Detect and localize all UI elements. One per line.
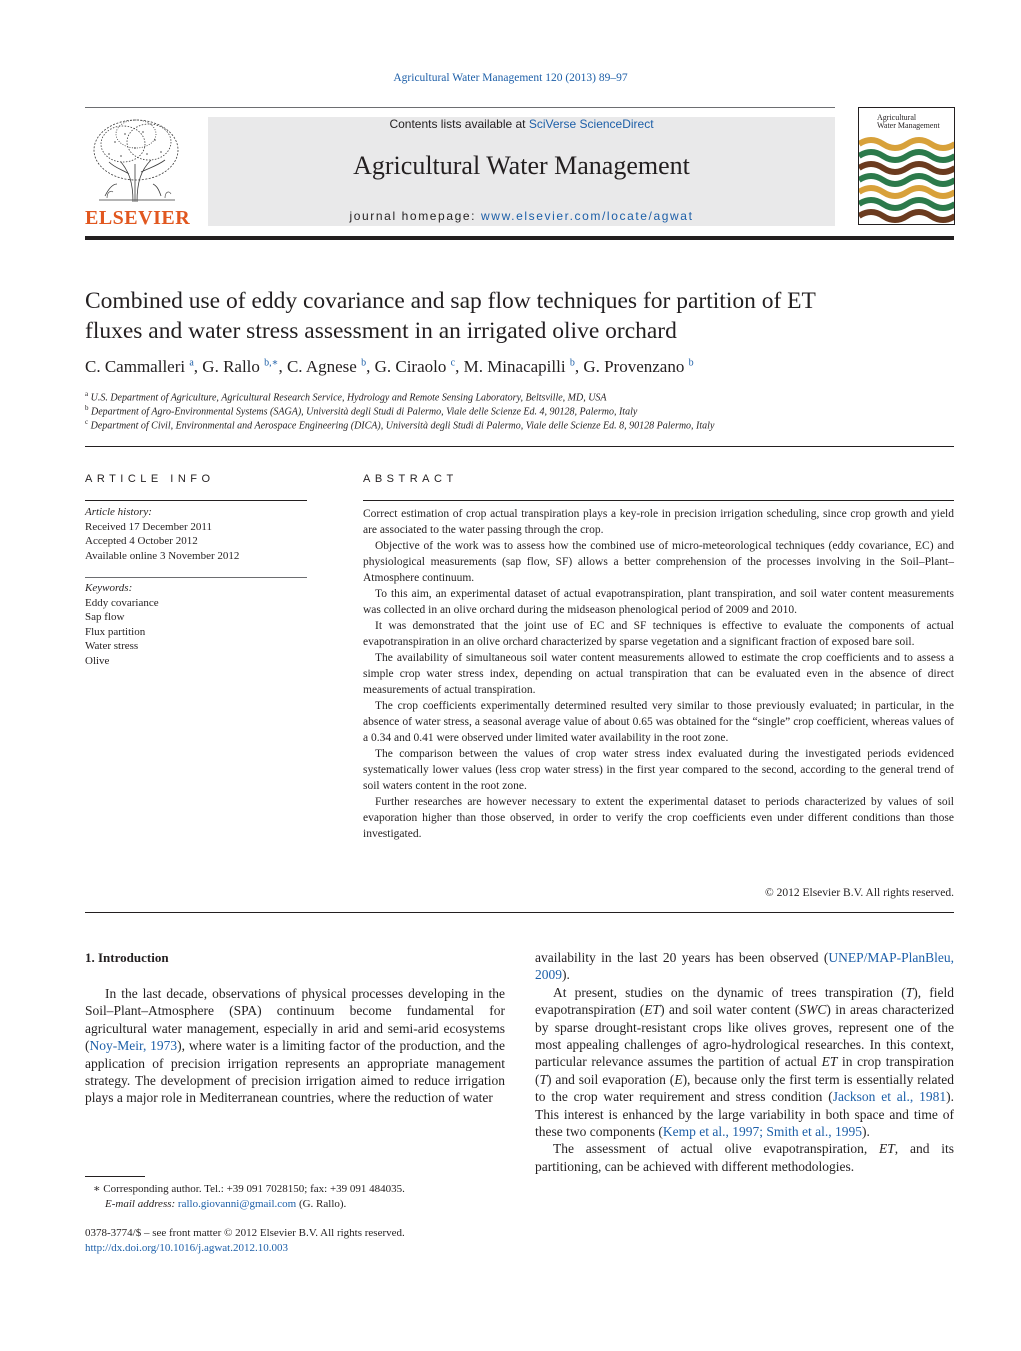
doi-link[interactable] [85,1241,505,1256]
keyword: Sap flow [85,611,125,623]
body-paragraph: The assessment of actual olive evapotranspiration, ET, and its partitioning, can be achieved with different methodologies. [535,1141,954,1174]
body-column-left [85,985,505,1107]
author[interactable]: C. Agnese $^b$ [286,357,367,376]
author[interactable]: G. Provenzano $^b$ [583,357,694,376]
citation-link[interactable]: Jackson et al., 1981 [832,1089,947,1105]
section-divider [85,446,954,447]
tree-icon [85,112,187,208]
citation-link[interactable]: Noy-Meir, 1973 [89,1038,178,1054]
section-divider [85,912,954,913]
abstract-paragraph: Correct estimation of crop actual transpiration plays a key-role in precision irrigation scheduling, since crop growth and yield are associated to the water passing through the crop. [363,508,954,536]
cover-title-line1: Agricultural [877,113,917,122]
history-received: Received 17 December 2011 [85,520,212,533]
header-divider [85,236,954,240]
abstract-body [363,506,954,842]
article-title [85,286,954,346]
homepage-prefix: journal homepage: [349,209,482,223]
body-paragraph: In the last decade, observations of physical processes developing in the Soil–Plant–Atmosphere (SPA) continuum become fundamental for agricultural water management, especially in arid and semi-arid ecosystems (Noy-Meir, 1973), where water is a limiting factor of the production, and the application of precision irrigation represents an appropriate management strategy. The development of precision irrigation aimed to reduce irrigation plays a major role in Mediterranean countries, where the reduction of water [85,986,505,1106]
keyword: Eddy covariance [85,596,159,609]
cover-pattern-icon [859,136,954,225]
email-line: E-mail address: rallo.giovanni@gmail.com (G. Rallo). [105,1198,347,1210]
citation-link[interactable]: Kemp et al., 1997; Smith et al., 1995 [662,1124,862,1140]
citation-link[interactable]: UNEP/MAP-PlanBleu, 2009 [535,950,954,983]
elsevier-logo [85,112,191,230]
article-title-line2: fluxes and water stress assessment in an irrigated olive orchard [85,318,677,344]
article-title-line1: Combined use of eddy covariance and sap flow techniques for partition of ET [85,288,816,314]
keywords-rule [85,577,307,578]
keywords-label: Keywords: [85,582,133,594]
journal-title: Agricultural Water Management [353,151,690,180]
abstract-copyright: © 2012 Elsevier B.V. All rights reserved. [765,887,954,899]
header-rule [85,107,835,108]
homepage-line [208,209,835,223]
cover-title [877,114,940,130]
body-column-right [535,949,954,1175]
journal-cover-thumbnail [858,107,955,225]
history-accepted: Accepted 4 October 2012 [85,535,198,547]
cover-title-line2: Water Management [877,121,940,130]
doi-url[interactable]: http://dx.doi.org/10.1016/j.agwat.2012.10.003 [85,1242,288,1254]
sciencedirect-link[interactable]: SciVerse ScienceDirect [528,117,654,131]
affiliation: $^a$ U.S. Department of Agriculture, Agricultural Research Service, Hydrology and Remote Sensing Laboratory, Beltsville, MD, USA [85,390,607,404]
abstract-heading: ABSTRACT [363,473,458,485]
abstract-paragraph: It was demonstrated that the joint use of EC and SF techniques is effective to evaluate the components of actual evapotranspiration in an olive orchard characterized by sparse vegetation and a significant fraction of exposed bare soil. [363,620,954,648]
issn-line: 0378-3774/$ – see front matter © 2012 Elsevier B.V. All rights reserved. [85,1227,405,1239]
corresponding-author-note [85,1182,505,1212]
keyword: Water stress [85,640,139,652]
body-paragraph: availability in the last 20 years has been observed (UNEP/MAP-PlanBleu, 2009). [535,950,954,983]
abstract-paragraph: The crop coefficients experimentally determined resulted very similar to those previously evaluated; in particular, in the absence of water stress, a seasonal average value of about 0.65 was obtained for the “single” crop coefficient, whereas values of a 0.34 and 0.41 were observed under limited water availability in the root zone. [363,700,954,744]
author[interactable]: C. Cammalleri $^a$ [85,357,194,376]
keywords [85,581,307,668]
homepage-link[interactable]: www.elsevier.com/locate/agwat [481,209,694,223]
affiliation: $^b$ Department of Agro-Environmental Systems (SAGA), Università degli Studi di Palermo, Viale delle Scienze Ed. 4, 90128, Palermo, Italy [85,404,638,418]
email-link[interactable]: rallo.giovanni@gmail.com [177,1198,297,1210]
abstract-rule [363,500,954,501]
article-info-heading: ARTICLE INFO [85,473,215,485]
history-online: Available online 3 November 2012 [85,549,240,562]
abstract-paragraph: The availability of simultaneous soil water content measurements allowed to estimate the crop coefficients and to assess a simple crop water stress index, depending on actual transpiration that can be evaluated even in the absence of direct measurements of actual transpiration. [363,652,954,696]
footnote-rule [85,1176,145,1177]
journal-header [208,117,835,226]
article-history-label: Article history: [85,506,152,518]
affiliation: $^c$ Department of Civil, Environmental and Aerospace Engineering (DICA), Università degli Studi di Palermo, Viale delle Scienze Ed. 8, 90128 Palermo, Italy [85,418,715,432]
keyword: Flux partition [85,625,146,638]
keyword: Olive [85,654,110,667]
body-paragraph: At present, studies on the dynamic of trees transpiration (T), field evapotranspiration (ET) and soil water content (SWC) in areas characterized by sparse drought-resistant crops like olives groves, represent one of the most appealing challenges of agro-hydrological researches. In this context, particular relevance assumes the partition of actual ET in crop transpiration (T) and soil evaporation (E), because only the first term is essentially related to the crop water requirement and stress condition (Jackson et al., 1981). This interest is enhanced by the large variability in both space and time of these two components (Kemp et al., 1997; Smith et al., 1995). [535,984,954,1140]
author-list: C. Cammalleri $^a$, G. Rallo $^{b,∗}$, C. Agnese $^b$, G. Ciraolo $^c$, M. Minacapilli $^b$, G. Provenzano $^b$ [85,357,694,376]
abstract-paragraph: To this aim, an experimental dataset of actual evapotranspiration, plant transpiration, and soil water content measurements was collected in an olive orchard during the midseason phenological period of 2009 and 2010. [363,588,954,616]
section-heading-introduction: 1. Introduction [85,950,169,965]
abstract-paragraph: The comparison between the values of crop water stress index evaluated during the investigated periods evidenced systematically lower values (less crop water stress) in the first year compared to the second, according to the general trend of soil waters content in the root zone. [363,748,954,792]
author[interactable]: G. Ciraolo $^c$ [374,357,456,376]
contents-prefix: Contents lists available at [389,117,529,131]
author[interactable]: M. Minacapilli $^b$ [463,357,575,376]
article-info-rule [85,500,307,501]
author[interactable]: G. Rallo $^{b,∗}$ [202,357,279,376]
elsevier-wordmark: ELSEVIER [85,207,191,229]
article-history [85,505,307,563]
journal-reference[interactable]: Agricultural Water Management 120 (2013) 89–97 [393,72,628,84]
abstract-paragraph: Further researches are however necessary to extent the experimental dataset to periods characterized by values of soil evaporation higher than those observed, in order to verify the crop coefficients even under different conditions than those investigated. [363,796,954,840]
abstract-paragraph: Objective of the work was to assess how the combined use of micro-meteorological techniques (eddy covariance, EC) and physiological measurements (sap flow, SF) allows a better comprehension of the processes involving in the Soil–Plant–Atmosphere continuum. [363,540,954,584]
contents-line [208,117,835,131]
corresponding-author: ∗ Corresponding author. Tel.: +39 091 7028150; fax: +39 091 484035. [93,1183,405,1195]
